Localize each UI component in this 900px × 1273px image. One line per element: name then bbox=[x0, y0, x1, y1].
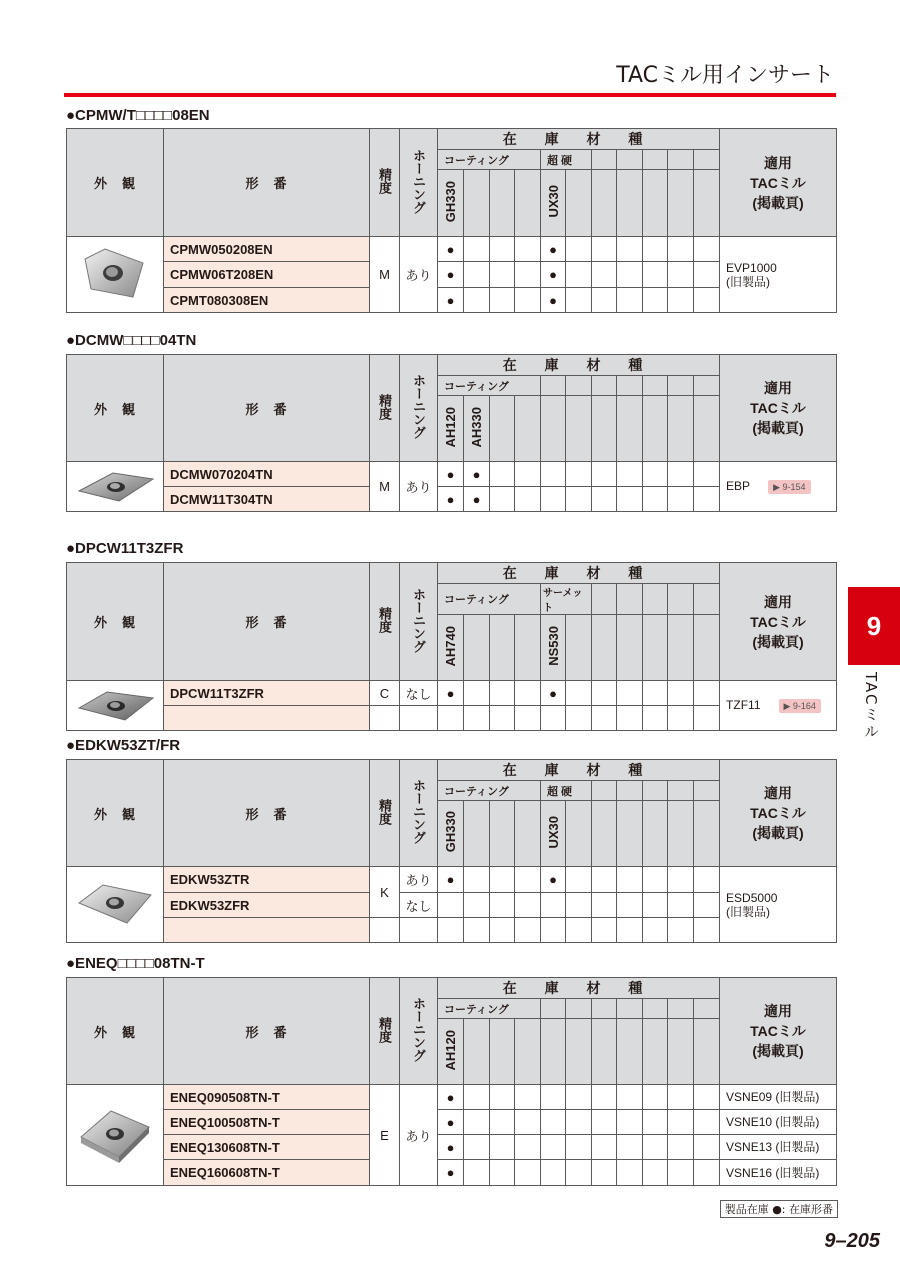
honing-value: なし bbox=[400, 893, 438, 918]
stock-dot: ● bbox=[541, 288, 566, 313]
header-accuracy: 精度 bbox=[370, 129, 400, 237]
title-rule bbox=[64, 93, 836, 97]
spec-table bbox=[66, 977, 837, 1186]
stock-dot: ● bbox=[438, 1110, 464, 1135]
part-code bbox=[164, 706, 370, 731]
honing-value: あり bbox=[400, 867, 438, 893]
stock-dot: ● bbox=[541, 681, 566, 706]
header-applicable: 適用 TACミル (掲載頁) bbox=[720, 978, 837, 1085]
part-code: ENEQ160608TN-T bbox=[164, 1160, 370, 1186]
page-ref-badge[interactable]: ▶ 9-154 bbox=[768, 480, 810, 494]
applicable-tool: ESD5000 (旧製品) bbox=[720, 867, 837, 943]
header-honing: ホーニング bbox=[400, 355, 438, 462]
header-coating: コーティング bbox=[438, 584, 541, 615]
grade-header: AH330 bbox=[464, 396, 490, 462]
part-code: CPMT080308EN bbox=[164, 288, 370, 313]
header-coating: コーティング bbox=[438, 376, 541, 396]
header-grade-group: 在 庫 材 種 bbox=[438, 978, 720, 999]
part-code: EDKW53ZTR bbox=[164, 867, 370, 893]
grade-header: AH120 bbox=[438, 1019, 464, 1085]
part-code: DPCW11T3ZFR bbox=[164, 681, 370, 706]
insert-image bbox=[67, 867, 164, 943]
header-grade-group: 在 庫 材 種 bbox=[438, 129, 720, 150]
grade-header: UX30 bbox=[541, 801, 566, 867]
accuracy-value: E bbox=[370, 1085, 400, 1186]
header-carbide: 超 硬 bbox=[541, 781, 592, 801]
applicable-tool: EVP1000 (旧製品) bbox=[720, 237, 837, 313]
header-appearance: 外 観 bbox=[67, 760, 164, 867]
stock-dot: ● bbox=[438, 1160, 464, 1186]
header-honing: ホーニング bbox=[400, 563, 438, 681]
spec-table bbox=[66, 759, 837, 943]
honing-value: あり bbox=[400, 462, 438, 512]
stock-dot: ● bbox=[464, 487, 490, 512]
applicable-tool: VSNE16 (旧製品) bbox=[720, 1160, 837, 1186]
insert-image bbox=[67, 462, 164, 512]
honing-value: なし bbox=[400, 681, 438, 706]
stock-dot: ● bbox=[438, 1085, 464, 1110]
stock-dot: ● bbox=[438, 487, 464, 512]
section-title: ●CPMW/T□□□□08EN bbox=[66, 107, 210, 124]
header-grade-group: 在 庫 材 種 bbox=[438, 355, 720, 376]
spec-table bbox=[66, 354, 837, 512]
header-accuracy: 精度 bbox=[370, 563, 400, 681]
applicable-tool: TZF11 ▶ 9-164 bbox=[720, 681, 837, 731]
part-code: DCMW070204TN bbox=[164, 462, 370, 487]
header-coating: コーティング bbox=[438, 781, 541, 801]
spec-table bbox=[66, 128, 837, 313]
applicable-tool: VSNE10 (旧製品) bbox=[720, 1110, 837, 1135]
stock-dot: ● bbox=[438, 1135, 464, 1160]
part-code: DCMW11T304TN bbox=[164, 487, 370, 512]
stock-dot: ● bbox=[464, 462, 490, 487]
header-applicable: 適用 TACミル (掲載頁) bbox=[720, 129, 837, 237]
header-accuracy: 精度 bbox=[370, 978, 400, 1085]
part-code bbox=[164, 918, 370, 943]
accuracy-value: K bbox=[370, 867, 400, 918]
honing-value: あり bbox=[400, 1085, 438, 1186]
accuracy-value: C bbox=[370, 681, 400, 706]
stock-dot: ● bbox=[541, 237, 566, 262]
insert-image bbox=[67, 681, 164, 731]
header-coating: コーティング bbox=[438, 150, 541, 170]
stock-dot: ● bbox=[438, 262, 464, 288]
header-honing: ホーニング bbox=[400, 129, 438, 237]
accuracy-value: M bbox=[370, 237, 400, 313]
stock-dot: ● bbox=[438, 237, 464, 262]
part-code: CPMW050208EN bbox=[164, 237, 370, 262]
stock-dot: ● bbox=[438, 462, 464, 487]
header-accuracy: 精度 bbox=[370, 760, 400, 867]
stock-dot: ● bbox=[438, 288, 464, 313]
chapter-tab[interactable]: 9 bbox=[848, 587, 900, 665]
header-coating: コーティング bbox=[438, 999, 541, 1019]
page-title: TACミル用インサート bbox=[616, 63, 834, 88]
stock-legend: 製品在庫 ●: 在庫形番 bbox=[720, 1200, 838, 1218]
page-number: 9–205 bbox=[824, 1230, 880, 1252]
header-appearance: 外 観 bbox=[67, 355, 164, 462]
section-title: ●DPCW11T3ZFR bbox=[66, 540, 184, 557]
applicable-tool: VSNE13 (旧製品) bbox=[720, 1135, 837, 1160]
header-appearance: 外 観 bbox=[67, 129, 164, 237]
header-applicable: 適用 TACミル (掲載頁) bbox=[720, 760, 837, 867]
section-title: ●ENEQ□□□□08TN-T bbox=[66, 955, 205, 972]
header-grade-group: 在 庫 材 種 bbox=[438, 760, 720, 781]
part-code: ENEQ090508TN-T bbox=[164, 1085, 370, 1110]
insert-image bbox=[67, 1085, 164, 1186]
header-carbide: 超 硬 bbox=[541, 150, 592, 170]
applicable-tool: VSNE09 (旧製品) bbox=[720, 1085, 837, 1110]
part-code: EDKW53ZFR bbox=[164, 893, 370, 918]
header-part-number: 形 番 bbox=[164, 563, 370, 681]
applicable-tool: EBP ▶ 9-154 bbox=[720, 462, 837, 512]
stock-dot: ● bbox=[541, 867, 566, 893]
part-code: ENEQ100508TN-T bbox=[164, 1110, 370, 1135]
stock-dot: ● bbox=[438, 867, 464, 893]
header-cermet: サーメット bbox=[541, 584, 592, 615]
header-grade-group: 在 庫 材 種 bbox=[438, 563, 720, 584]
grade-header: GH330 bbox=[438, 170, 464, 237]
honing-value: あり bbox=[400, 237, 438, 313]
header-part-number: 形 番 bbox=[164, 978, 370, 1085]
header-part-number: 形 番 bbox=[164, 355, 370, 462]
grade-header: AH120 bbox=[438, 396, 464, 462]
header-appearance: 外 観 bbox=[67, 978, 164, 1085]
page-ref-badge[interactable]: ▶ 9-164 bbox=[779, 699, 821, 713]
chapter-label: TACミル bbox=[862, 672, 880, 741]
header-part-number: 形 番 bbox=[164, 760, 370, 867]
accuracy-value: M bbox=[370, 462, 400, 512]
header-honing: ホーニング bbox=[400, 978, 438, 1085]
part-code: ENEQ130608TN-T bbox=[164, 1135, 370, 1160]
section-title: ●EDKW53ZT/FR bbox=[66, 737, 181, 754]
grade-header: AH740 bbox=[438, 615, 464, 681]
section-title: ●DCMW□□□□04TN bbox=[66, 332, 197, 349]
grade-header: GH330 bbox=[438, 801, 464, 867]
grade-header: NS530 bbox=[541, 615, 566, 681]
header-accuracy: 精度 bbox=[370, 355, 400, 462]
header-appearance: 外 観 bbox=[67, 563, 164, 681]
spec-table bbox=[66, 562, 837, 731]
insert-image bbox=[67, 237, 164, 313]
header-applicable: 適用 TACミル (掲載頁) bbox=[720, 563, 837, 681]
stock-dot: ● bbox=[541, 262, 566, 288]
grade-header: UX30 bbox=[541, 170, 566, 237]
stock-dot: ● bbox=[438, 681, 464, 706]
part-code: CPMW06T208EN bbox=[164, 262, 370, 288]
header-applicable: 適用 TACミル (掲載頁) bbox=[720, 355, 837, 462]
header-honing: ホーニング bbox=[400, 760, 438, 867]
header-part-number: 形 番 bbox=[164, 129, 370, 237]
